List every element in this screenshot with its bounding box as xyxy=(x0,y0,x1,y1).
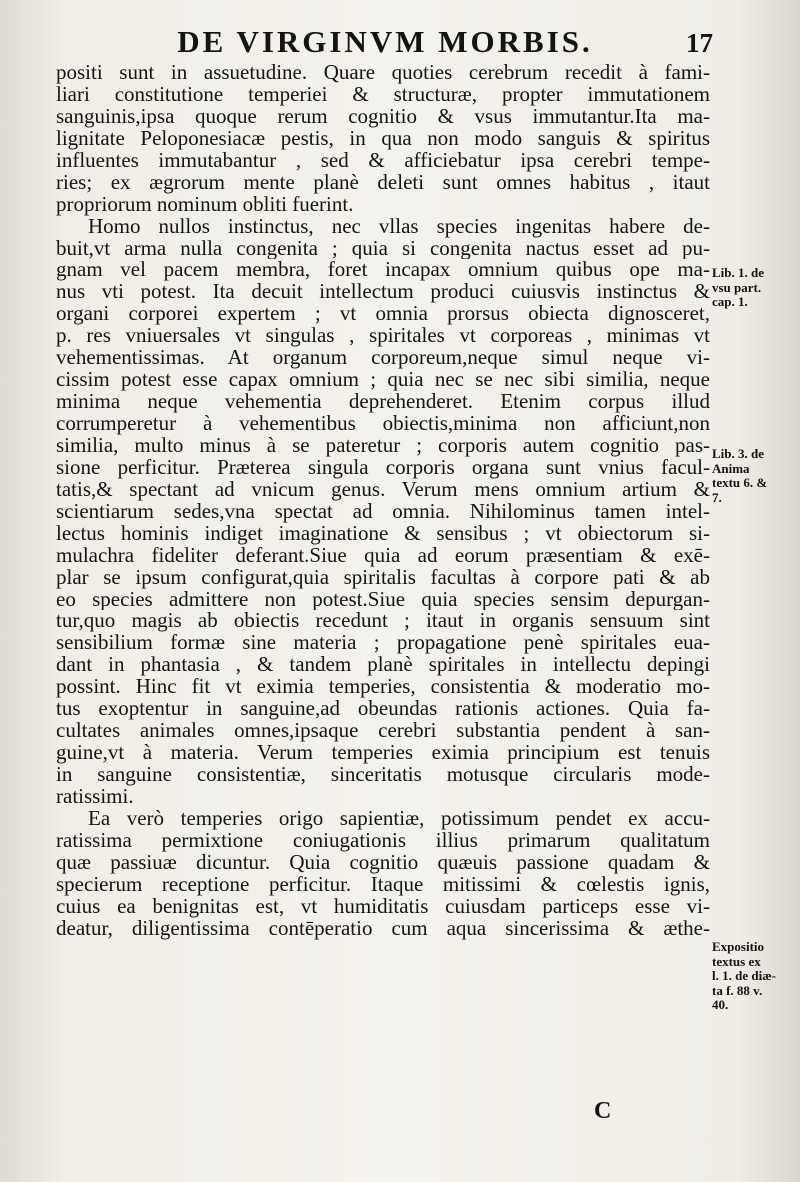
text-line: similia, multo minus à se pateretur ; corporis autem cognitio pas- xyxy=(56,434,710,457)
text-line: scientiarum sedes,vna spectat ad omnia. Nihilominus tamen intel- xyxy=(56,500,710,523)
marginal-line: l. 1. de diæ- xyxy=(712,968,776,983)
paragraph-start-line: Homo nullos instinctus, nec vllas species ingenitas habere de- xyxy=(88,215,710,238)
text-line: liari constitutione temperiei & structuræ, propter immutationem xyxy=(56,83,710,106)
text-line: cissim potest esse capax omnium ; quia nec se nec sibi similia, neque xyxy=(56,369,710,392)
text-line: tatis,& spectant ad vnicum genus. Verum mens omnium artium & xyxy=(56,478,710,501)
marginal-note-3 xyxy=(712,940,798,1013)
text-line: organi corporei expertem ; vt omnia prorsus obiecta dignosceret, xyxy=(56,303,710,326)
marginal-line: ta f. 88 v. xyxy=(712,982,763,998)
text-line: nus vti potest. Ita decuit intellectum produci cuiusvis instinctus & xyxy=(56,281,710,304)
main-text xyxy=(56,62,710,940)
page-number: 17 xyxy=(686,28,713,58)
catchword: C xyxy=(594,1098,612,1124)
text-line: possint. Hinc fit vt eximia temperies, consistentia & moderatio mo- xyxy=(56,676,710,699)
marginal-line: Lib. 1. de xyxy=(712,265,765,280)
text-line: plar se ipsum configurat,quia spiritalis facultas à corpore pati & ab xyxy=(56,566,710,589)
text-line: sione perficitur. Præterea singula corporis organa sunt vnius facul- xyxy=(56,456,710,479)
text-line: gnam vel pacem membra, foret incapax omnium quibus ope ma- xyxy=(56,259,710,282)
text-line: lectus hominis indiget imaginatione & sensibus ; vt obiectorum si- xyxy=(56,522,710,545)
text-line: ries; ex ægrorum mente planè deleti sunt omnes habitus , itaut xyxy=(56,171,710,194)
text-line: sensibilium formæ sine materia ; propagatione penè spiritales eua- xyxy=(56,632,710,655)
marginal-line: 7. xyxy=(712,489,722,505)
text-line: cultates animales omnes,ipsaque cerebri substantia pendent à san- xyxy=(56,720,710,743)
text-line: cuius ea benignitas est, vt humiditatis cuiusdam particeps esse vi- xyxy=(56,895,710,918)
text-line: vehementissimas. At organum corporeum,neque simul neque vi- xyxy=(56,347,710,370)
text-line: in sanguine consistentiæ, sinceritatis motusque circularis mode- xyxy=(56,764,710,786)
marginal-line: textu 6. & xyxy=(712,475,768,490)
text-line: ratissima permixtione coniugationis illius primarum qualitatum xyxy=(56,829,710,852)
marginal-line: 40. xyxy=(712,997,729,1012)
marginal-line: Expositio xyxy=(712,939,765,954)
text-line: minima neque vehementia deprehenderet. Etenim corpus illud xyxy=(56,391,710,413)
marginal-note-1 xyxy=(712,266,798,310)
text-line: lignitate Peloponesiacæ pestis, in qua non modo sanguis & spiritus xyxy=(56,127,710,150)
text-line: deatur, diligentissima contēperatio cum aqua sincerissima & æthe- xyxy=(56,917,710,940)
text-line: corrumperetur à vehementibus obiectis,minima non afficiunt,non xyxy=(56,413,710,435)
text-line: buit,vt arma nulla congenita ; quia si congenita nactus esset ad pu- xyxy=(56,237,710,260)
text-line: tus exoptentur in sanguine,ad obeundas rationis actiones. Quia fa- xyxy=(56,698,710,721)
running-title: DE VIRGINVM MORBIS. xyxy=(177,24,593,59)
marginal-line: vsu part. xyxy=(712,279,762,295)
marginal-line: textus ex xyxy=(712,953,761,969)
text-line: tur,quo magis ab obiectis recedunt ; itaut in organis sensuum sint xyxy=(56,610,710,633)
text-line: p. res vniuersales vt singulas , spiritales vt corporeas , minimas vt xyxy=(56,325,710,348)
marginal-line: cap. 1. xyxy=(712,294,748,309)
text-line: ratissimi. xyxy=(56,785,134,808)
text-line: dant in phantasia , & tandem planè spiritales in intellectu depingi xyxy=(56,654,710,677)
text-line: mulachra fideliter deferant.Siue quia ad eorum præsentiam & exē- xyxy=(56,544,710,567)
text-line: influentes immutabantur , sed & afficiebatur ipsa cerebri tempe- xyxy=(56,149,710,172)
marginal-note-2 xyxy=(712,447,798,505)
text-line: quæ passiuæ dicuntur. Quia cognitio quæuis passione quadam & xyxy=(56,851,710,874)
text-line: eo species admittere non potest.Siue quia species sensim depurgan- xyxy=(56,588,710,611)
paragraph-start-line: Ea verò temperies origo sapientiæ, potissimum pendet ex accu- xyxy=(88,807,710,830)
text-line: specierum receptione perficitur. Itaque mitissimi & cœlestis ignis, xyxy=(56,873,710,896)
marginal-line: Anima xyxy=(712,460,750,476)
text-line: sanguinis,ipsa quoque rerum cognitio & vsus immutantur.Ita ma- xyxy=(56,105,710,128)
text-line: positi sunt in assuetudine. Quare quoties cerebrum recedit à fami- xyxy=(56,62,710,84)
text-line: guine,vt à materia. Verum temperies eximia principium est tenuis xyxy=(56,742,710,764)
text-line: propriorum nominum obliti fuerint. xyxy=(56,193,354,216)
marginal-line: Lib. 3. de xyxy=(712,446,765,461)
